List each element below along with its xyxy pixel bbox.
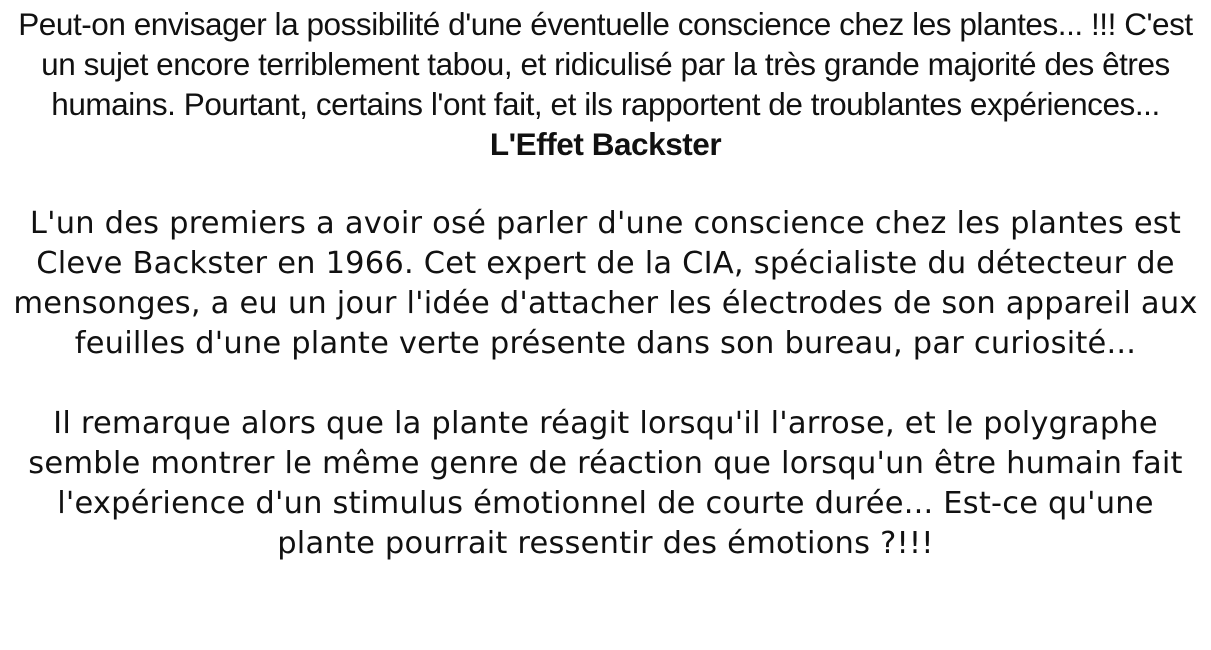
- body-paragraph: L'un des premiers a avoir osé parler d'une conscience chez les plantes est Cleve Backster en 1966. Cet expert de la CIA, spécialiste du détecteur de mensonges, a eu un jour l'idée d'attacher les électrodes de son appareil aux feuilles d'une plante verte présente dans son bureau, par curiosité...: [13, 206, 1198, 361]
- body-paragraph: Il remarque alors que la plante réagit lorsqu'il l'arrose, et le polygraphe semble montrer le même genre de réaction que lorsqu'un être humain fait l'expérience d'un stimulus émotionnel de courte durée... Est-ce qu'une plante pourrait ressentir des émotions ?!!!: [28, 406, 1183, 561]
- paragraph-spacer: [8, 164, 1203, 204]
- intro-paragraph: [8, 4, 1203, 164]
- intro-text: Peut-on envisager la possibilité d'une éventuelle conscience chez les plantes... !!! C'est un sujet encore terriblement tabou, et ridiculisé par la très grande majorité des êtres humains. Pourtant, certains l'ont fait, et ils rapportent de troublantes expériences...: [18, 6, 1193, 122]
- paragraph-spacer: [8, 364, 1203, 404]
- intro-highlight: L'Effet Backster: [489, 126, 722, 162]
